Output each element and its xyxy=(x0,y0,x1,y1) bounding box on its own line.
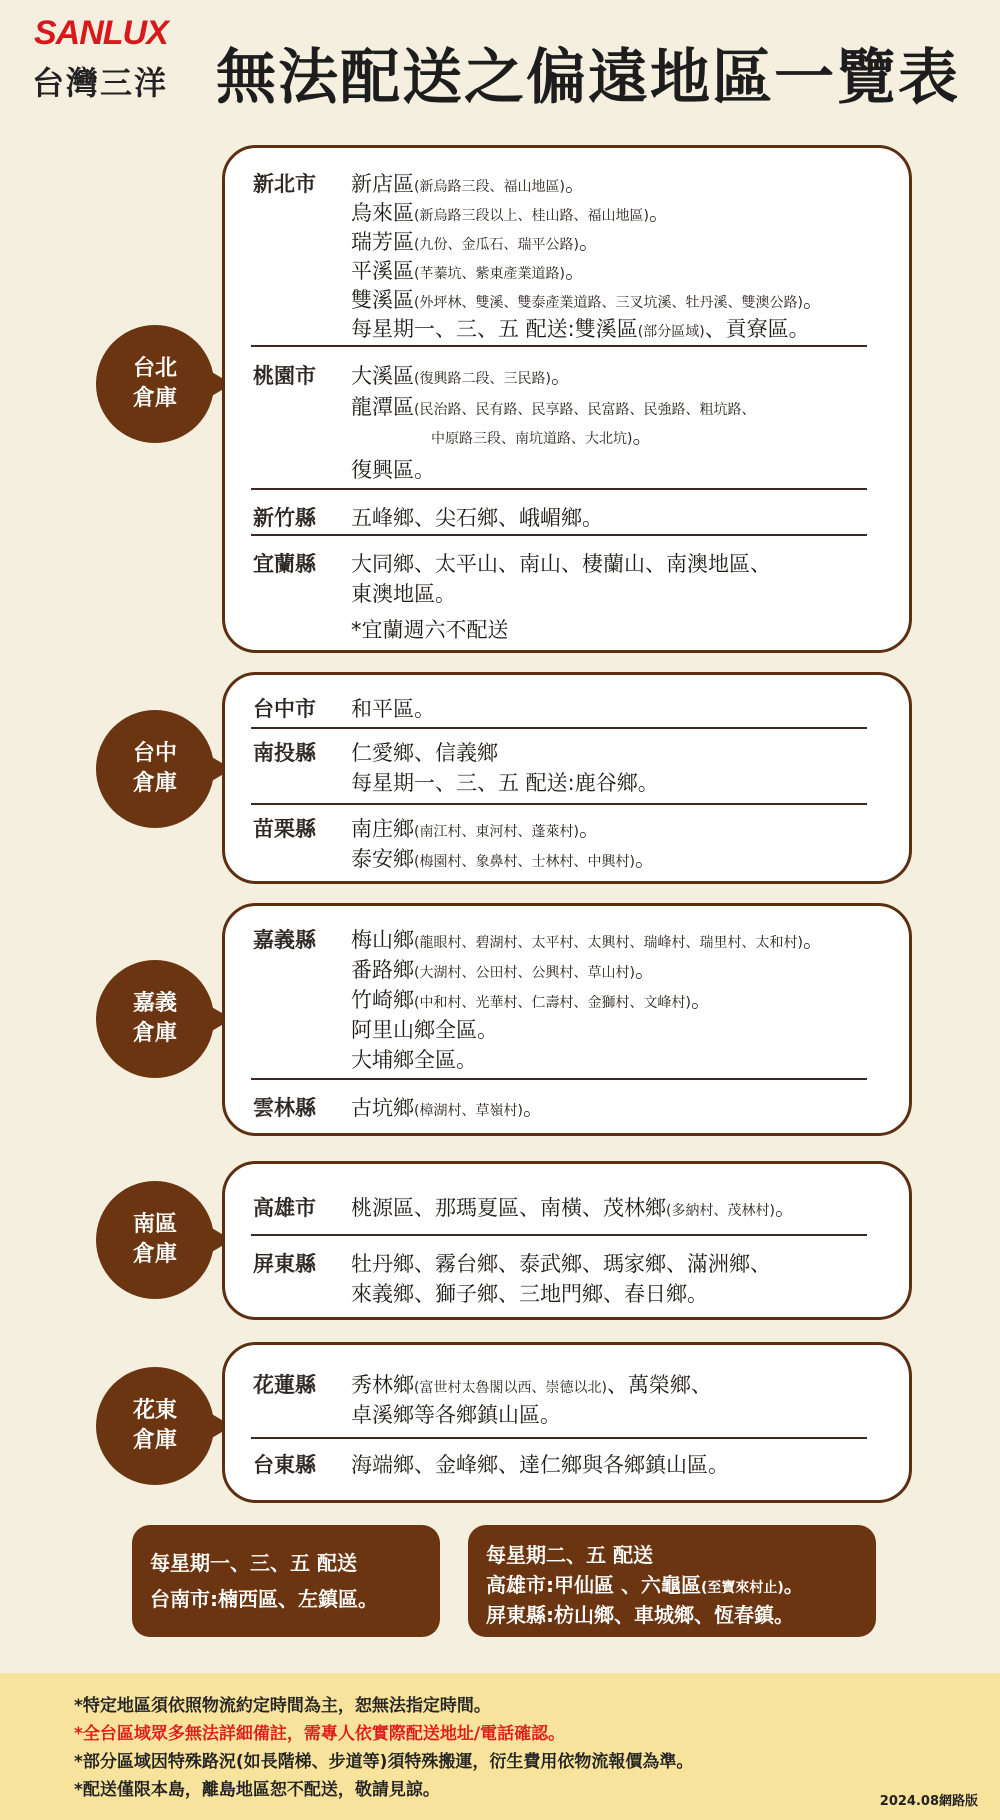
county-name: 桃園市 xyxy=(253,364,316,388)
warehouse-panel xyxy=(222,1161,912,1320)
line-main-text: 烏來區 xyxy=(351,201,414,225)
footer-note-4: *配送僅限本島，離島地區恕不配送，敬請見諒。 xyxy=(74,1780,440,1800)
line-main-text: 番路鄉 xyxy=(351,958,414,982)
county-name: 新北市 xyxy=(253,172,316,196)
district-line xyxy=(351,614,509,644)
line-main-text: 大埔鄉全區 xyxy=(351,1048,456,1072)
line-main-text: 大同鄉、太平山、南山、棲蘭山、南澳地區、 xyxy=(351,552,771,576)
line-main-text: 每星期二、五 配送 xyxy=(486,1543,653,1567)
footer-note-3: *部分區域因特殊路況(如長階梯、步道等)須特殊搬運，衍生費用依物流報價為準。 xyxy=(74,1752,694,1772)
line-main-text: 復興區 xyxy=(351,458,414,482)
line-main-text: 東澳地區 xyxy=(351,582,435,606)
footer-note-1: *特定地區須依照物流約定時間為主，恕無法指定時間。 xyxy=(74,1696,491,1716)
county-name: 台東縣 xyxy=(253,1453,316,1477)
line-main-text: 來義鄉、獅子鄉、三地門鄉、春日鄉 xyxy=(351,1282,687,1306)
district-line xyxy=(351,1248,771,1278)
line-end-text: 。 xyxy=(578,817,600,841)
district-line xyxy=(351,313,810,343)
line-note-text: (九份、金瓜石、瑞平公路) xyxy=(414,237,579,253)
line-main-text: 和平區 xyxy=(351,697,414,721)
line-main-text: 古坑鄉 xyxy=(351,1096,414,1120)
line-note-text: (外坪林、雙溪、雙泰產業道路、三叉坑溪、牡丹溪、雙澳公路) xyxy=(414,295,803,311)
district-line xyxy=(351,360,572,390)
district-line xyxy=(351,454,435,484)
line-note-text: (部分區域) xyxy=(637,324,705,340)
line-note-text: (新烏路三段、福山地區) xyxy=(414,179,565,195)
region-divider xyxy=(251,1078,867,1080)
county-name: 台中市 xyxy=(253,697,316,721)
line-main-text: 瑞芳區 xyxy=(351,230,414,254)
county-name: 苗栗縣 xyxy=(253,817,316,841)
line-end-text: 。 xyxy=(540,1403,561,1427)
line-end-text: 。 xyxy=(783,1573,804,1597)
line-end-text: 。 xyxy=(358,1587,378,1611)
line-end-text: 。 xyxy=(456,1048,477,1072)
region-divider xyxy=(251,488,867,490)
footer-notes xyxy=(0,1673,1000,1820)
line-end-text: 。 xyxy=(637,771,659,795)
line-main-text: 仁愛鄉、信義鄉 xyxy=(351,741,498,765)
line-end-text: 。 xyxy=(687,1282,708,1306)
county-name: 新竹縣 xyxy=(253,506,316,530)
warehouse-name: 南區倉庫 xyxy=(132,1212,177,1267)
line-note-text: (富世村太魯閣以西、崇德以北) xyxy=(414,1380,607,1396)
line-note-text: (南江村、東河村、蓬萊村) xyxy=(414,824,579,840)
line-end-text: 、貢寮區。 xyxy=(704,317,810,341)
line-main-text: 海端鄉、金峰鄉、達仁鄉與各鄉鎮山區 xyxy=(351,1453,708,1477)
district-line xyxy=(431,420,653,450)
special-delivery-line xyxy=(486,1539,653,1568)
county-name: 嘉義縣 xyxy=(253,928,316,952)
line-end-text: 。 xyxy=(774,1196,796,1220)
line-note-text: (新烏路三段以上、桂山路、福山地區) xyxy=(414,208,649,224)
district-line xyxy=(351,843,656,873)
line-main-text: 桃源區、那瑪夏區、南橫、茂林鄉 xyxy=(351,1196,666,1220)
district-line xyxy=(351,548,771,578)
county-name: 花蓮縣 xyxy=(253,1373,316,1397)
line-note-text: (芊蓁坑、紫東產業道路) xyxy=(414,266,565,282)
line-note-text: (復興路二段、三民路) xyxy=(414,371,551,387)
district-line xyxy=(351,226,600,256)
warehouse-panel xyxy=(222,903,912,1136)
line-main-text: 龍潭區 xyxy=(351,395,414,419)
special-delivery-line xyxy=(486,1569,804,1598)
line-end-text: 。 xyxy=(435,582,456,606)
line-end-text: 。 xyxy=(690,988,712,1012)
region-divider xyxy=(251,1437,867,1439)
line-note-text: (大湖村、公田村、公興村、草山村) xyxy=(414,965,635,981)
warehouse-label-bubble xyxy=(96,325,214,443)
district-line xyxy=(351,578,456,608)
special-delivery-line xyxy=(486,1599,794,1628)
line-end-text: 。 xyxy=(564,172,586,196)
line-end-text: 。 xyxy=(632,424,654,448)
district-line xyxy=(351,1044,477,1074)
district-line xyxy=(351,954,656,984)
line-main-text: 竹崎鄉 xyxy=(351,988,414,1012)
warehouse-panel xyxy=(222,672,912,884)
line-note-text: (龍眼村、碧湖村、太平村、太興村、瑞峰村、瑞里村、太和村) xyxy=(414,935,803,951)
county-name: 高雄市 xyxy=(253,1196,316,1220)
district-line xyxy=(351,767,659,797)
line-main-text: 牡丹鄉、霧台鄉、泰武鄉、瑪家鄉、滿洲鄉、 xyxy=(351,1252,771,1276)
county-name: 南投縣 xyxy=(253,741,316,765)
line-main-text: 高雄市:甲仙區 、六龜區 xyxy=(486,1573,701,1597)
warehouse-label-bubble xyxy=(96,1367,214,1485)
line-end-text: 。 xyxy=(634,958,656,982)
district-line xyxy=(351,984,712,1014)
line-end-text: 。 xyxy=(802,288,824,312)
brand-logo-chinese: 台灣三洋 xyxy=(32,64,169,102)
district-line xyxy=(351,1092,544,1122)
line-end-text: 。 xyxy=(774,1603,794,1627)
region-divider xyxy=(251,727,867,729)
line-note-text: (梅園村、象鼻村、士林村、中興村) xyxy=(414,854,635,870)
district-line xyxy=(351,255,586,285)
special-delivery-line xyxy=(150,1583,378,1612)
footer-note-2-warning: *全台區域眾多無法詳細備註，需專人依實際配送地址/電話確認。 xyxy=(74,1724,566,1744)
region-divider xyxy=(251,803,867,805)
line-main-text: 平溪區 xyxy=(351,259,414,283)
line-main-text: 南庄鄉 xyxy=(351,817,414,841)
district-line xyxy=(351,1192,796,1222)
line-note-text: (民治路、民有路、民享路、民富路、民強路、粗坑路、 xyxy=(414,402,756,418)
page-title: 無法配送之偏遠地區一覽表 xyxy=(216,43,960,113)
warehouse-label-bubble xyxy=(96,710,214,828)
warehouse-label-bubble xyxy=(96,1181,214,1299)
line-note-text: (至寶來村止) xyxy=(700,1580,784,1596)
district-line xyxy=(351,1014,498,1044)
line-main-text: 五峰鄉、尖石鄉、峨嵋鄉 xyxy=(351,506,582,530)
line-main-text: 大溪區 xyxy=(351,364,414,388)
line-main-text: 每星期一、三、五 配送:雙溪區 xyxy=(351,317,638,341)
line-main-text: 卓溪鄉等各鄉鎮山區 xyxy=(351,1403,540,1427)
special-delivery-line xyxy=(150,1547,357,1576)
special-delivery-box-kaohsiung-pingtung xyxy=(468,1525,876,1637)
district-line xyxy=(351,813,600,843)
line-note-text: 中原路三段、南坑道路、大北坑) xyxy=(431,431,633,447)
line-main-text: 每星期一、三、五 配送:鹿谷鄉 xyxy=(351,771,638,795)
region-divider xyxy=(251,1234,867,1236)
line-end-text: 。 xyxy=(522,1096,544,1120)
line-note-text: (中和村、光華村、仁壽村、金獅村、文峰村) xyxy=(414,995,691,1011)
line-main-text: 梅山鄉 xyxy=(351,928,414,952)
region-divider xyxy=(251,345,867,347)
warehouse-panel xyxy=(222,1342,912,1503)
county-name: 雲林縣 xyxy=(253,1096,316,1120)
line-main-text: 泰安鄉 xyxy=(351,847,414,871)
line-end-text: 。 xyxy=(708,1453,729,1477)
line-end-text: 。 xyxy=(582,506,603,530)
line-end-text: 。 xyxy=(564,259,586,283)
warehouse-panel xyxy=(222,145,912,653)
district-line xyxy=(351,693,435,723)
line-end-text: 。 xyxy=(634,847,656,871)
special-delivery-box-tainan xyxy=(132,1525,440,1637)
line-end-text: 、萬榮鄉、 xyxy=(606,1373,712,1397)
district-line xyxy=(351,1369,712,1399)
header xyxy=(0,0,1000,120)
line-main-text: 屏東縣:枋山鄉、車城鄉、恆春鎮 xyxy=(486,1603,774,1627)
line-end-text: 。 xyxy=(414,697,435,721)
warehouse-name: 花東倉庫 xyxy=(132,1398,177,1453)
line-main-text: 每星期一、三、五 配送 xyxy=(150,1551,357,1575)
line-main-text: 雙溪區 xyxy=(351,288,414,312)
line-note-text: (多納村、茂林村) xyxy=(666,1203,775,1219)
line-main-text: *宜蘭週六不配送 xyxy=(351,618,509,642)
warehouse-name: 台中倉庫 xyxy=(132,741,177,796)
line-end-text: 。 xyxy=(802,928,824,952)
line-end-text: 。 xyxy=(550,364,572,388)
line-end-text: 。 xyxy=(414,458,435,482)
district-line xyxy=(351,197,670,227)
version-label: 2024.08網路版 xyxy=(879,1794,978,1809)
region-divider xyxy=(251,534,867,536)
warehouse-name: 嘉義倉庫 xyxy=(132,991,177,1046)
line-main-text: 秀林鄉 xyxy=(351,1373,414,1397)
line-end-text: 。 xyxy=(477,1018,498,1042)
district-line xyxy=(351,924,824,954)
county-name: 宜蘭縣 xyxy=(253,552,316,576)
district-line xyxy=(351,1278,708,1308)
line-end-text: 。 xyxy=(578,230,600,254)
line-main-text: 阿里山鄉全區 xyxy=(351,1018,477,1042)
county-name: 屏東縣 xyxy=(253,1252,316,1276)
line-note-text: (樟湖村、草嶺村) xyxy=(414,1103,523,1119)
line-main-text: 新店區 xyxy=(351,172,414,196)
line-main-text: 台南市:楠西區、左鎮區 xyxy=(150,1587,358,1611)
district-line xyxy=(351,1449,729,1479)
district-line xyxy=(351,737,498,767)
brand-logo: SANLUX xyxy=(34,14,168,52)
warehouse-label-bubble xyxy=(96,960,214,1078)
district-line xyxy=(351,1399,561,1429)
district-line xyxy=(351,168,586,198)
district-line xyxy=(351,502,603,532)
warehouse-name: 台北倉庫 xyxy=(132,356,177,411)
district-line xyxy=(351,284,824,314)
district-line xyxy=(351,391,755,421)
line-end-text: 。 xyxy=(648,201,670,225)
